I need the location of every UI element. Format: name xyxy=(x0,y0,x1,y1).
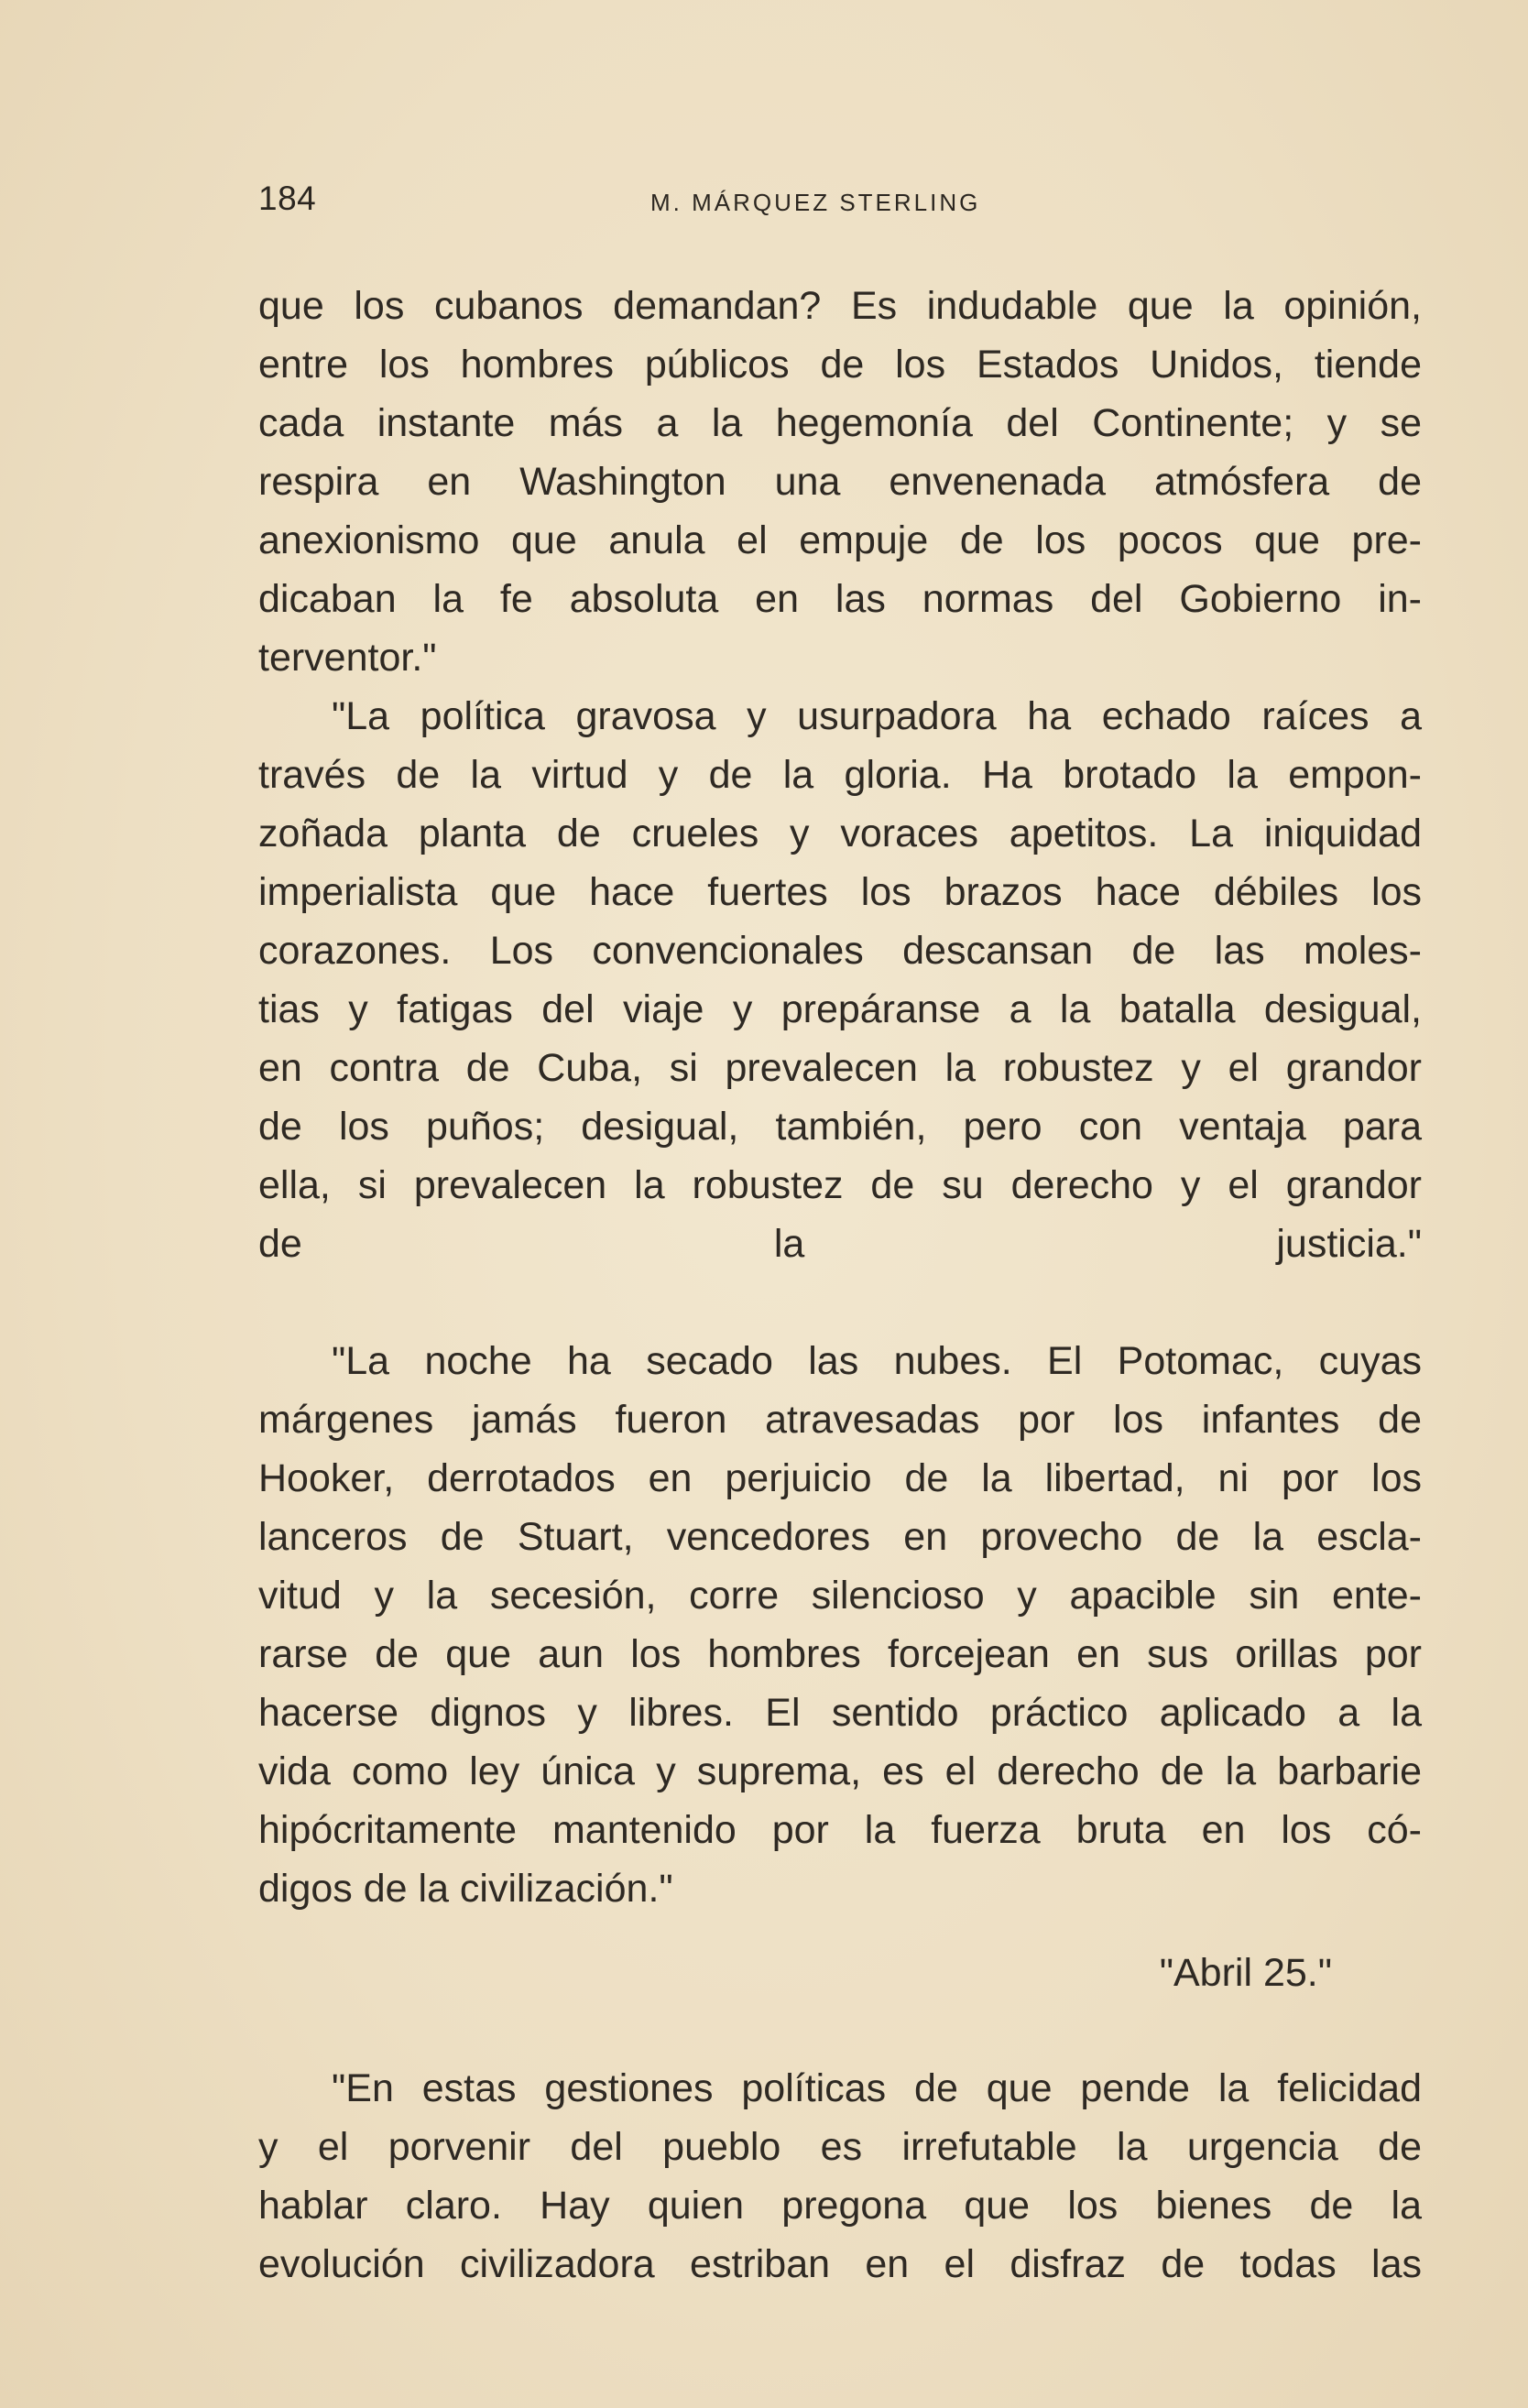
paragraph-4 xyxy=(258,2059,1422,2294)
page-number: 184 xyxy=(258,180,317,217)
text-line: ella, si prevalecen la robustez de su derecho y el grandor xyxy=(258,1163,1422,1207)
text-line: vitud y la secesión, corre silencioso y apacible sin ente- xyxy=(258,1574,1422,1618)
paragraph-gap xyxy=(258,2002,1422,2059)
body-text xyxy=(258,277,1422,2294)
text-line: rarse de que aun los hombres forcejean en sus orillas por xyxy=(258,1632,1422,1676)
text-line: imperialista que hace fuertes los brazos hace débiles los xyxy=(258,870,1422,914)
text-line: márgenes jamás fueron atravesadas por los infantes de xyxy=(258,1398,1422,1442)
text-line: vida como ley única y suprema, es el derecho de la barbarie xyxy=(258,1749,1422,1793)
text-line: de la justicia." xyxy=(258,1222,1422,1266)
text-line: de los puños; desigual, también, pero con ventaja para xyxy=(258,1105,1422,1149)
text-line: través de la virtud y de la gloria. Ha brotado la empon- xyxy=(258,753,1422,797)
text-line: tias y fatigas del viaje y prepáranse a la batalla desigual, xyxy=(258,987,1422,1031)
text-line: "En estas gestiones políticas de que pende la felicidad xyxy=(332,2066,1422,2110)
text-line: que los cubanos demandan? Es indudable que la opinión, xyxy=(258,284,1422,328)
paragraph-1 xyxy=(258,277,1422,687)
text-line: "La noche ha secado las nubes. El Potomac, cuyas xyxy=(332,1339,1422,1383)
text-line: digos de la civilización." xyxy=(258,1867,673,1911)
text-line: en contra de Cuba, si prevalecen la robustez y el grandor xyxy=(258,1046,1422,1090)
text-line: zoñada planta de crueles y voraces apetitos. La iniquidad xyxy=(258,812,1422,855)
text-line: y el porvenir del pueblo es irrefutable la urgencia de xyxy=(258,2125,1422,2169)
text-line: corazones. Los convencionales descansan de las moles- xyxy=(258,929,1422,973)
text-line: entre los hombres públicos de los Estados Unidos, tiende xyxy=(258,343,1422,387)
text-line: respira en Washington una envenenada atmósfera de xyxy=(258,460,1422,504)
running-title: M. MÁRQUEZ STERLING xyxy=(650,189,981,216)
text-line: cada instante más a la hegemonía del Continente; y se xyxy=(258,401,1422,445)
running-head xyxy=(258,180,1422,234)
text-line: hipócritamente mantenido por la fuerza bruta en los có- xyxy=(258,1808,1422,1852)
text-line: anexionismo que anula el empuje de los pocos que pre- xyxy=(258,518,1422,562)
text-line xyxy=(258,1273,1422,1332)
paragraph-3 xyxy=(258,1332,1422,1918)
text-line: hablar claro. Hay quien pregona que los bienes de la xyxy=(258,2184,1422,2228)
text-line: terventor." xyxy=(258,636,437,680)
text-line: hacerse dignos y libres. El sentido práctico aplicado a la xyxy=(258,1691,1422,1735)
paragraph-2 xyxy=(258,687,1422,1332)
text-line: dicaban la fe absoluta en las normas del Gobierno in- xyxy=(258,577,1422,621)
text-line: "La política gravosa y usurpadora ha echado raíces a xyxy=(332,694,1422,738)
text-line: Hooker, derrotados en perjuicio de la libertad, ni por los xyxy=(258,1456,1422,1500)
dateline: "Abril 25." xyxy=(1159,1951,1332,1995)
text-line: evolución civilizadora estriban en el disfraz de todas las xyxy=(258,2242,1422,2286)
text-line: lanceros de Stuart, vencedores en provecho de la escla- xyxy=(258,1515,1422,1559)
